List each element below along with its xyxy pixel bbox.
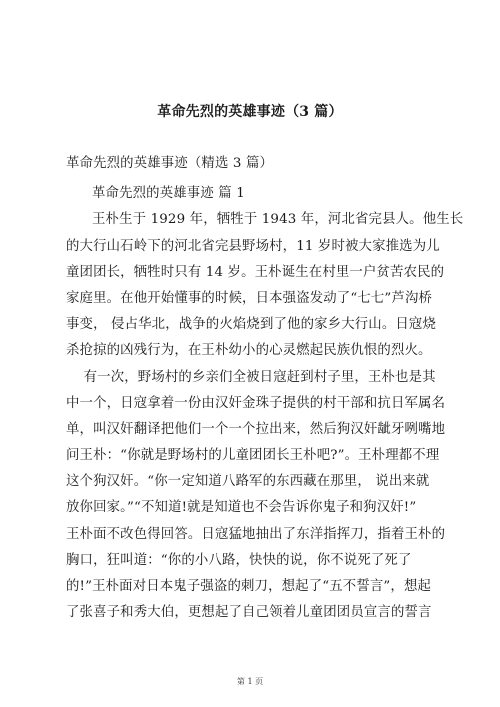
- paragraph-line: 问王朴：“你就是野场村的儿童团团长王朴吧?”。王朴理都不理: [66, 448, 440, 464]
- paragraph-line: 放你回家。”“不知道!就是知道也不会告诉你鬼子和狗汉奸!”: [66, 500, 417, 516]
- paragraph-line: 胸口，狂叫道：“你的小八路，快快的说，你不说死了死了: [66, 552, 412, 568]
- paragraph-line: 了张喜子和秀大伯，更想起了自己领着儿童团团员宣言的誓言: [66, 605, 432, 621]
- document-subtitle: 革命先烈的英雄事迹（精选 3 篇）: [66, 156, 274, 171]
- paragraph-line: 的!”王朴面对日本鬼子强盗的刺刀，想起了“五不誓言”，想起: [66, 579, 432, 594]
- document-title: 革命先烈的英雄事迹（3 篇）: [157, 104, 343, 120]
- paragraph-line: 家庭里。在他开始懂事的时候，日本强盗发动了“七七”芦沟桥: [66, 290, 433, 306]
- paragraph-line: 单，叫汉奸翻译把他们一个一个拉出来，然后狗汉奸龇牙咧嘴地: [66, 421, 446, 437]
- paragraph-line: 事变， 侵占华北，战争的火焰烧到了他的家乡大行山。日寇烧: [66, 317, 437, 333]
- paragraph-line: 王朴面不改色得回答。日寇猛地抽出了东洋指挥刀，指着王朴的: [66, 526, 446, 542]
- page-number: 第 1 页: [236, 677, 264, 686]
- paragraph-line: 杀抢掠的凶残行为，在王朴幼小的心灵燃起民族仇恨的烈火。: [66, 343, 432, 359]
- paragraph-line: 中一个，日寇拿着一份由汉奸金珠子提供的村干部和抗日军属名: [66, 395, 446, 411]
- paragraph-line: 王朴生于 1929 年，牺牲于 1943 年，河北省完县人。他生长: [92, 212, 464, 228]
- paragraph-line: 有一次，野场村的乡亲们全被日寇赶到村子里，王朴也是其: [66, 369, 436, 385]
- document-body: [66, 151, 464, 626]
- paragraph-line: 童团团长，牺牲时只有 14 岁。王朴诞生在村里一户贫苦农民的: [66, 264, 445, 280]
- section-heading: 革命先烈的英雄事迹 篇 1: [92, 186, 245, 202]
- paragraph-line: 的大行山石岭下的河北省完县野场村，11 岁时被大家推选为儿: [66, 238, 440, 254]
- paragraph-line: 这个狗汉奸。“你一定知道八路军的东西藏在那里， 说出来就: [66, 474, 430, 490]
